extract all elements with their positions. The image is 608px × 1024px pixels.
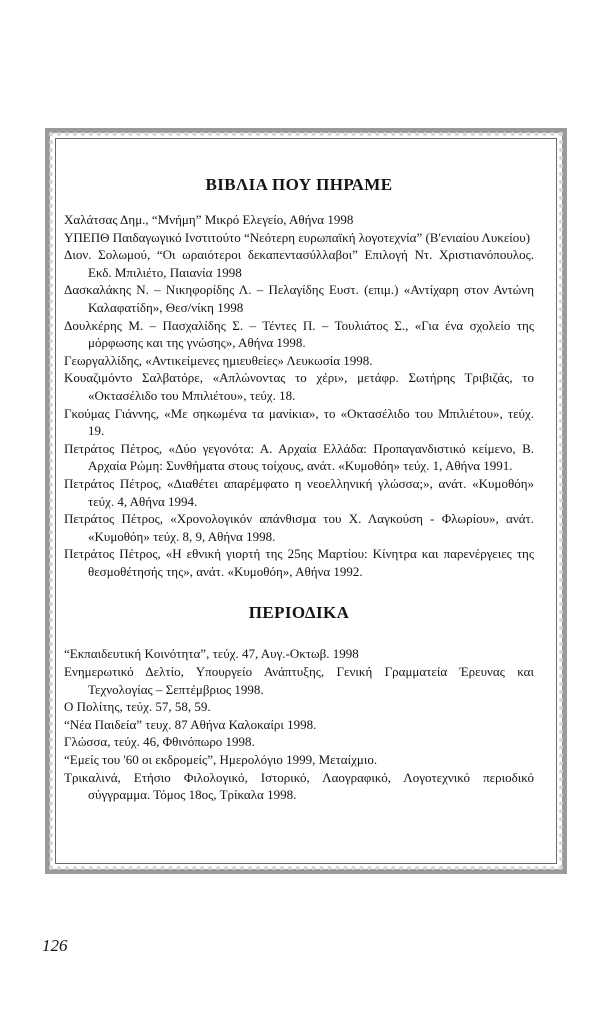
book-entry: Διον. Σολωμού, “Οι ωραιότεροι δεκαπεντασύλλαβοι” Επιλογή Ντ. Χριστιανόπουλος. Εκδ. Μπιλιέτο, Παιανία 1998 — [64, 247, 534, 280]
book-entry: Κουαζιμόντο Σαλβατόρε, «Απλώνοντας το χέρι», μετάφρ. Σωτήρης Τριβιζάς, το «Οκτασέλιδο του Μπιλιέτου», τεύχ. 18. — [64, 370, 534, 403]
periodical-entry: Γλώσσα, τεύχ. 46, Φθινόπωρο 1998. — [64, 734, 255, 750]
books-heading: ΒΙΒΛΙΑ ΠΟΥ ΠΗΡΑΜΕ — [205, 175, 393, 194]
book-entry: ΥΠΕΠΘ Παιδαγωγικό Ινστιτούτο “Νεότερη ευρωπαϊκή λογοτεχνία” (Β'ενιαίου Λυκείου) — [64, 229, 531, 245]
book-entry: Πετράτος Πέτρος, «Η εθνική γιορτή της 25ης Μαρτίου: Κίνητρα και παρενέργειες της θεσμοθέτησής της», ανάτ. «Κυμοθόη», Αθήνα 1992. — [64, 546, 534, 579]
periodical-entry: Ενημερωτικό Δελτίο, Υπουργείο Ανάπτυξης, Γενική Γραμματεία Έρευνας και Τεχνολογίας – Σεπτέμβριος 1998. — [64, 664, 534, 697]
book-entry: Πετράτος Πέτρος, «Χρονολογικόν απάνθισμα του Χ. Λαγκούση - Φλωρίου», ανάτ. «Κυμοθόη» τεύχ. 8, 9, Αθήνα 1998. — [64, 511, 534, 544]
book-entry: Δασκαλάκης Ν. – Νικηφορίδης Λ. – Πελαγίδης Ευστ. (επιμ.) «Αντίχαρη στον Αντώνη Καλαφατίδη», Θεσ/νίκη 1998 — [64, 282, 534, 315]
periodical-entry: “Νέα Παιδεία” τευχ. 87 Αθήνα Καλοκαίρι 1998. — [64, 716, 317, 732]
books-list — [64, 211, 534, 580]
book-entry: Δουλκέρης Μ. – Πασχαλίδης Σ. – Τέντες Π. – Τουλιάτος Σ., «Για ένα σχολείο της μόρφωσης και της γνώσης», Αθήνα 1998. — [64, 317, 534, 351]
page-number: 126 — [42, 936, 68, 955]
periodicals-heading: ΠΕΡΙΟΔΙΚΑ — [248, 603, 350, 623]
book-entry: Χαλάτσας Δημ., “Μνήμη” Μικρό Ελεγείο, Αθήνα 1998 — [64, 212, 354, 227]
book-entry: Γκούμας Γιάννης, «Με σηκωμένα τα μανίκια», το «Οκτασέλιδο του Μπιλιέτου», τεύχ. 19. — [64, 405, 534, 439]
periodical-entry: “Εμείς του '60 οι εκδρομείς”, Ημερολόγιο 1999, Μεταίχμιο. — [64, 752, 378, 768]
periodical-entry: Ο Πολίτης, τεύχ. 57, 58, 59. — [64, 699, 211, 715]
book-entry: Γεωργαλλίδης, «Αντικείμενες ημιευθείες» Λευκωσία 1998. — [64, 352, 373, 368]
periodicals-list — [64, 645, 534, 803]
content-area — [64, 174, 534, 804]
periodical-entry: “Εκπαιδευτική Κοινότητα”, τεύχ. 47, Αυγ.-Οκτωβ. 1998 — [64, 646, 359, 662]
periodical-entry: Τρικαλινά, Ετήσιο Φιλολογικό, Ιστορικό, Λαογραφικό, Λογοτεχνικό περιοδικό σύγγραμμα. Τόμος 18ος, Τρίκαλα 1998. — [64, 769, 534, 803]
book-entry: Πετράτος Πέτρος, «Δύο γεγονότα: Α. Αρχαία Ελλάδα: Προπαγανδιστικό κείμενο, Β. Αρχαία Ρώμη: Συνθήματα στους τοίχους, ανάτ. «Κυμοθόη» τεύχ. 1, Αθήνα 1991. — [64, 440, 534, 474]
book-entry: Πετράτος Πέτρος, «Διαθέτει απαρέμφατο η νεοελληνική γλώσσα;», ανάτ. «Κυμοθόη» τεύχ. 4, Αθήνα 1994. — [64, 475, 534, 509]
